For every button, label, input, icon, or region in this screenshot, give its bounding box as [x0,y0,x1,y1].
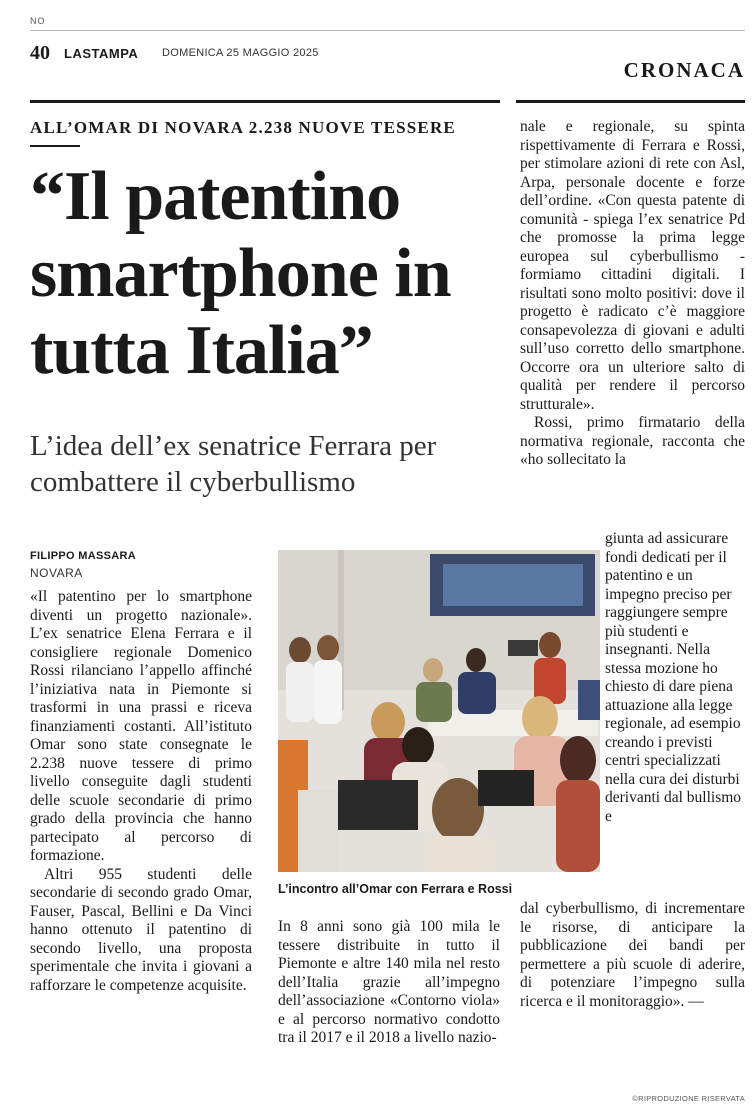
paragraph: giunta ad assicurare fondi dedicati per il patentino e un impegno preciso per raggiungere sempre più studenti e insegnanti. Nella stessa mozione ho chiesto di dare piena attuazione alla legge regionale, ad esempio creando i previsti centri specializzati nella cura dei disturbi derivanti dal bullismo e [605,530,742,825]
section-label: CRONACA [623,58,745,82]
top-divider [30,30,745,31]
article-photo [278,550,600,872]
paragraph: dal cyberbullismo, di incrementare le risorse, di anticipare la pubblicazione dei bandi per permettere a più scuole di aderire, di potenziare l’impegno sulla ricerca e il monitoraggio». — [520,900,745,1010]
header-divider [30,100,500,103]
body-column-2 [278,918,500,1048]
body-column-3 [520,118,745,470]
header-divider-right [516,100,745,103]
photo-caption: L’incontro all’Omar con Ferrara e Rossi [278,882,513,896]
paragraph: nale e regionale, su spinta rispettivamente di Ferrara e Rossi, per stimolare azioni di rete con Asl, Arpa, personale docente e forze dell’ordine. «Con questa patente di comunità - spiega l’ex senatrice Pd che promosse la prima legge europea sul cyberbullismo - formiamo cittadini digitali. I risultati sono molto positivi: dove il progetto è radicato c’è maggiore consapevolezza di giovani e adulti sull’uso corretto dello smartphone. Occorre ora un ulteriore salto di qualità per rendere il percorso strutturale». [520,118,745,413]
author-name: FILIPPO MASSARA [30,550,136,562]
body-column-1 [30,588,252,995]
masthead: LASTAMPA [64,46,139,61]
body-column-3-end [520,900,745,1011]
issue-date: DOMENICA 25 MAGGIO 2025 [162,47,319,59]
article-headline: “Il patentino smartphone in tutta Italia” [30,158,451,389]
paragraph: Rossi, primo firmatario della normativa regionale, racconta che «ho sollecitato la [520,414,745,468]
paragraph: In 8 anni sono già 100 mila le tessere distribuite in tutto il Piemonte e altre 140 mila nel resto dell’Italia grazie all’impegno dell’associazione «Contorno viola» e al percorso normativo condotto tra il 2017 e il 2018 a livello nazio- [278,918,500,1046]
body-column-3-wrap [605,530,745,826]
edition-label: NO [30,16,46,26]
dateline-place: NOVARA [30,566,83,580]
article-kicker: ALL’OMAR DI NOVARA 2.238 NUOVE TESSERE [30,118,456,137]
paragraph: Altri 955 studenti delle secondarie di secondo grado Omar, Fauser, Pascal, Bellini e Da Vinci hanno ottenuto il patentino di secondo livello, una proposta sperimentale che invita i giovani a rafforzare le competenze acquisite. [30,865,252,994]
kicker-divider [30,145,80,147]
conference-photo [278,550,600,872]
article-subhead: L’idea dell’ex senatrice Ferrara per combattere il cyberbullismo [30,430,437,498]
paragraph: «Il patentino per lo smartphone diventi un progetto nazionale». L’ex senatrice Elena Ferrara e il consigliere regionale Domenico Rossi rilanciano l’appello affinché l’iniziativa nata in Piemonte si trasformi in una prassi e riceva finanziamenti costanti. All’istituto Omar sono state consegnate le 2.238 nuove tessere di primo livello conseguite dagli studenti delle scuole secondarie di primo grado della provincia che hanno partecipato al percorso di formazione. [30,588,252,864]
page-number: 40 [30,42,50,64]
copyright-notice: ©RIPRODUZIONE RISERVATA [632,1094,745,1103]
